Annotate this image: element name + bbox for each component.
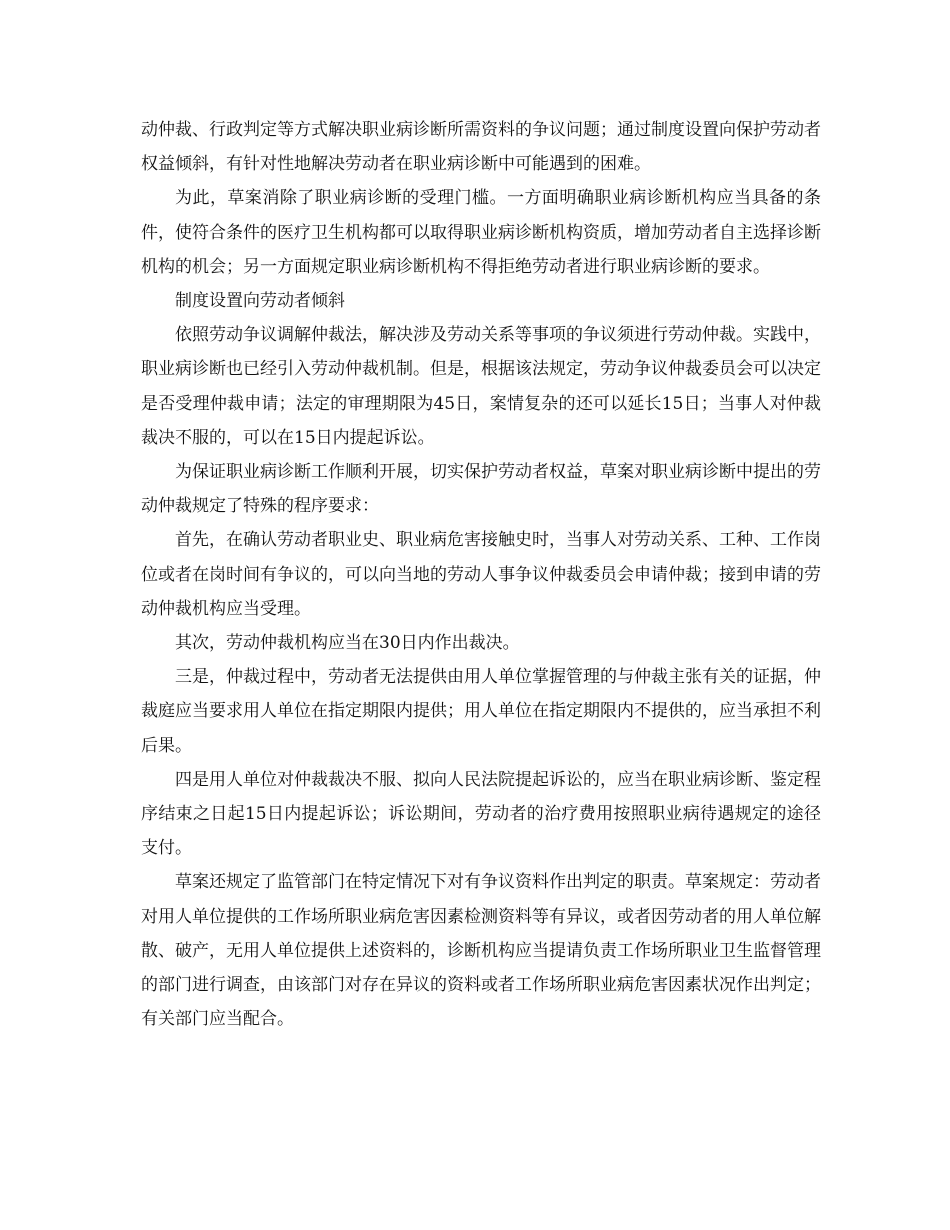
paragraph: 首先，在确认劳动者职业史、职业病危害接触史时，当事人对劳动关系、工种、工作岗位或者在岗时间有争议的，可以向当地的劳动人事争议仲裁委员会申请仲裁；接到申请的劳动仲裁机构应当受理。 [141,530,821,619]
paragraph: 三是，仲裁过程中，劳动者无法提供由用人单位掌握管理的与仲裁主张有关的证据，仲裁庭应当要求用人单位在指定期限内提供；用人单位在指定期限内不提供的，应当承担不利后果。 [141,667,821,756]
document-body [141,113,821,1036]
paragraph: 为此，草案消除了职业病诊断的受理门槛。一方面明确职业病诊断机构应当具备的条件，使符合条件的医疗卫生机构都可以取得职业病诊断机构资质，增加劳动者自主选择诊断机构的机会；另一方面规定职业病诊断机构不得拒绝劳动者进行职业病诊断的要求。 [141,188,821,277]
paragraph: 为保证职业病诊断工作顺利开展，切实保护劳动者权益，草案对职业病诊断中提出的劳动仲裁规定了特殊的程序要求： [141,462,821,517]
paragraph: 四是用人单位对仲裁裁决不服、拟向人民法院提起诉讼的，应当在职业病诊断、鉴定程序结束之日起15日内提起诉讼；诉讼期间，劳动者的治疗费用按照职业病待遇规定的途径支付。 [141,769,821,859]
paragraph: 依照劳动争议调解仲裁法，解决涉及劳动关系等事项的争议须进行劳动仲裁。实践中，职业病诊断也已经引入劳动仲裁机制。但是，根据该法规定，劳动争议仲裁委员会可以决定是否受理仲裁申请；法定的审理期限为45日，案情复杂的还可以延长15日；当事人对仲裁裁决不服的，可以在15日内提起诉讼。 [141,325,821,448]
paragraph-continuation: 动仲裁、行政判定等方式解决职业病诊断所需资料的争议问题；通过制度设置向保护劳动者权益倾斜，有针对性地解决劳动者在职业病诊断中可能遇到的困难。 [141,120,821,175]
section-heading: 制度设置向劳动者倾斜 [175,291,345,312]
paragraph: 其次，劳动仲裁机构应当在30日内作出裁决。 [175,633,520,654]
paragraph: 草案还规定了监管部门在特定情况下对有争议资料作出判定的职责。草案规定：劳动者对用人单位提供的工作场所职业病危害因素检测资料等有异议，或者因劳动者的用人单位解散、破产，无用人单位提供上述资料的，诊断机构应当提请负责工作场所职业卫生监督管理的部门进行调查，由该部门对存在异议的资料或者工作场所职业病危害因素状况作出判定；有关部门应当配合。 [141,872,821,1030]
